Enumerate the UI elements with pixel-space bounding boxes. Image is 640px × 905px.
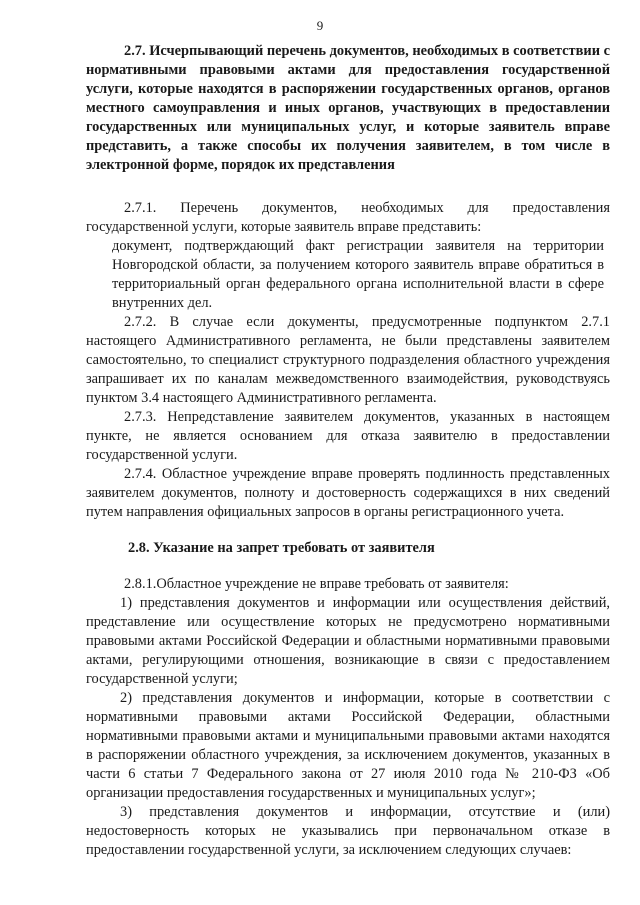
paragraph-2-8-1: 2.8.1.Областное учреждение не вправе требовать от заявителя:	[124, 576, 509, 592]
page-content	[86, 42, 610, 860]
paragraph-2-7-1: 2.7.1. Перечень документов, необходимых для предоставления государственной услуги, которые заявитель вправе представить:	[86, 200, 610, 235]
page-number: 9	[316, 18, 324, 33]
list-item-2: 2) представления документов и информации, которые в соответствии с нормативными правовыми актами Российской Федерации, областными нормативными правовыми актами и муниципальными правовыми актами находятся в распоряжении областного учреждения, за исключением документов, указанных в части 6 статьи 7 Федерального закона от 27 июля 2010 года № 210-ФЗ «Об организации предоставления государственных и муниципальных услуг»;	[86, 690, 610, 801]
list-item-1: 1) представления документов и информации или осуществления действий, представление или осуществление которых не предусмотрено нормативными правовыми актами Российской Федерации и областными нормативными правовыми актами, регулирующими отношения, возникающие в связи с предоставлением государственной услуги;	[86, 595, 610, 687]
list-item-3: 3) представления документов и информации, отсутствие и (или) недостоверность которых не указывались при первоначальном отказе в предоставлении государственной услуги, за исключением следующих случаев:	[86, 804, 610, 858]
section-2-8-heading: 2.8. Указание на запрет требовать от заявителя	[128, 540, 435, 556]
paragraph-2-7-1-document: документ, подтверждающий факт регистрации заявителя на территории Новгородской области, за получением которого заявитель вправе обратиться в территориальный орган федерального органа исполнительной власти в сфере внутренних дел.	[112, 238, 604, 311]
paragraph-2-7-2: 2.7.2. В случае если документы, предусмотренные подпунктом 2.7.1 настоящего Административного регламента, не были представлены заявителем самостоятельно, то специалист структурного подразделения областного учреждения запрашивает их по каналам межведомственного взаимодействия, руководствуясь пунктом 3.4 настоящего Административного регламента.	[86, 314, 610, 406]
paragraph-2-7-3: 2.7.3. Непредставление заявителем документов, указанных в настоящем пункте, не является основанием для отказа заявителю в предоставлении государственной услуги.	[86, 409, 610, 463]
paragraph-2-7-4: 2.7.4. Областное учреждение вправе проверять подлинность представленных заявителем документов, полноту и достоверность содержащихся в них сведений путем направления официальных запросов в органы регистрационного учета.	[86, 466, 610, 520]
section-2-7-heading: 2.7. Исчерпывающий перечень документов, необходимых в соответствии с нормативными правовыми актами для предоставления государственной услуги, которые находятся в распоряжении государственных органов, органов местного самоуправления и иных органов, участвующих в предоставлении государственных или муниципальных услуг, и которые заявитель вправе представить, а также способы их получения заявителем, в том числе в электронной форме, порядок их представления	[86, 43, 610, 173]
